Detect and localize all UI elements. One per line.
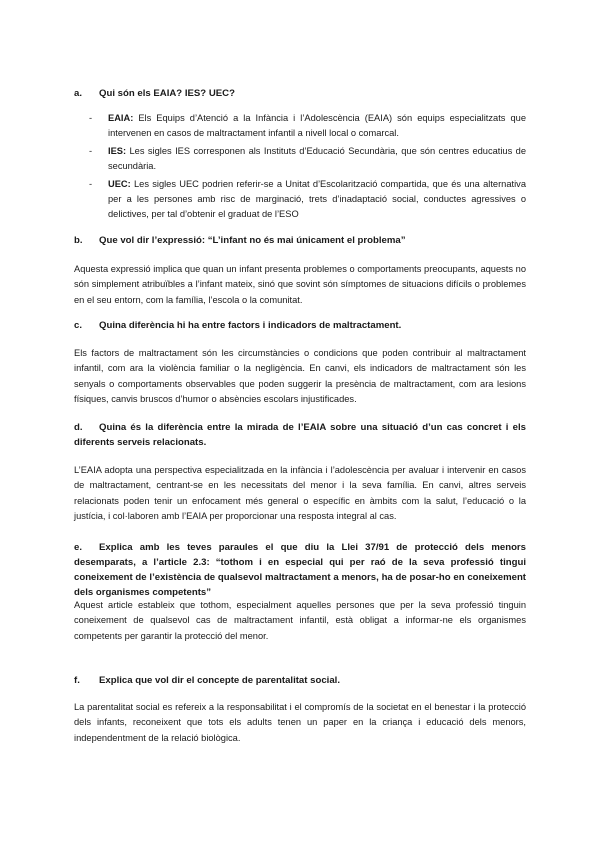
question-a-number: a. bbox=[74, 88, 83, 99]
question-a-text: Qui són els EAIA? IES? UEC? bbox=[99, 88, 235, 99]
list-bullet: - bbox=[89, 178, 93, 189]
question-e bbox=[74, 540, 526, 600]
definition-text-eaia: Els Equips d’Atenció a la Infància i l’Adolescència (EAIA) són equips especialitzats que intervenen en casos de maltractament infantil a nivell local o comarcal. bbox=[108, 113, 526, 139]
question-f bbox=[74, 673, 526, 688]
question-d-number: d. bbox=[74, 422, 83, 433]
question-a bbox=[74, 86, 526, 101]
list-item bbox=[89, 111, 526, 142]
list-bullet: - bbox=[89, 113, 93, 123]
answer-f: La parentalitat social es refereix a la responsabilitat i el compromís de la societat en el benestar i la protecció dels infants, reconeixent que tots els adults tenen un paper en la criança i educació dels menors, independentment de la relació biològica. bbox=[74, 702, 526, 743]
definition-term-ies: IES: bbox=[108, 145, 127, 156]
question-f-number: f. bbox=[74, 675, 80, 686]
question-e-text: Explica amb les teves paraules el que diu la Llei 37/91 de protecció dels menors desemparats, a l’article 2.3: “tothom i en especial qui per raó de la seva professió tingui coneixement de l’existència de qualsevol maltractament a menors, ha de posar-ho en coneixement dels organismes competents” bbox=[74, 542, 526, 598]
definition-text-uec: Les sigles UEC podrien referir-se a Unitat d’Escolarització compartida, que és una alternativa per a les persones amb risc de marginació, trets d’inadaptació social, conductes agressives o delictives, per tal d’obtenir el graduat de l’ESO bbox=[108, 178, 526, 220]
answer-e: Aquest article estableix que tothom, especialment aquelles persones que per la seva professió tinguin coneixement de qualsevol cas de maltractament infantil, està obligat a informar-ne els organismes competents per garantir la protecció del menor. bbox=[74, 600, 526, 641]
question-e-number: e. bbox=[74, 542, 83, 553]
answer-d: L’EAIA adopta una perspectiva especialitzada en la infància i l’adolescència per avaluar i intervenir en casos de maltractament, centrant-se en les necessitats del menor i la seva família. En canvi, altres serveis relacionats poden tenir un enfocament més general o específic en àmbits com la salut, l’educació o la justícia, i col·laboren amb l’EAIA per proporcionar una resposta integral al cas. bbox=[74, 465, 526, 522]
list-item bbox=[89, 144, 526, 175]
definition-text-ies: Les sigles IES corresponen als Instituts d’Educació Secundària, que són centres educatius de secundària. bbox=[108, 145, 526, 172]
question-d bbox=[74, 420, 526, 450]
question-c-text: Quina diferència hi ha entre factors i indicadors de maltractament. bbox=[99, 320, 402, 331]
question-c-number: c. bbox=[74, 320, 83, 331]
answer-b: Aquesta expressió implica que quan un infant presenta problemes o comportaments preocupants, aquests no són simplement atribuïbles a l’infant mateix, sinó que sovint són símptomes de situacions difícils o problemes en el seu entorn, com la família, l’escola o la comunitat. bbox=[74, 264, 526, 305]
question-d-text: Quina és la diferència entre la mirada de l’EAIA sobre una situació d’un cas concret i els diferents serveis relacionats. bbox=[74, 422, 526, 448]
question-b-text: Que vol dir l’expressió: “L’infant no és mai únicament el problema” bbox=[99, 235, 406, 246]
list-bullet: - bbox=[89, 145, 93, 156]
question-c bbox=[74, 318, 526, 333]
question-b bbox=[74, 233, 526, 248]
definition-term-uec: UEC: bbox=[108, 178, 131, 189]
answer-c: Els factors de maltractament són les circumstàncies o condicions que poden contribuir al maltractament infantil, com ara la violència familiar o la negligència. En canvi, els indicadors de maltractament són les senyals o comportaments observables que poden suggerir la presència de maltractament, com ara lesions físiques, canvis bruscos d’humor o absències escolars injustificades. bbox=[74, 348, 526, 405]
list-item bbox=[89, 177, 526, 223]
definitions-list bbox=[89, 111, 526, 225]
definition-term-eaia: EAIA: bbox=[108, 113, 134, 123]
question-f-text: Explica que vol dir el concepte de parentalitat social. bbox=[99, 675, 340, 686]
question-b-number: b. bbox=[74, 235, 83, 246]
